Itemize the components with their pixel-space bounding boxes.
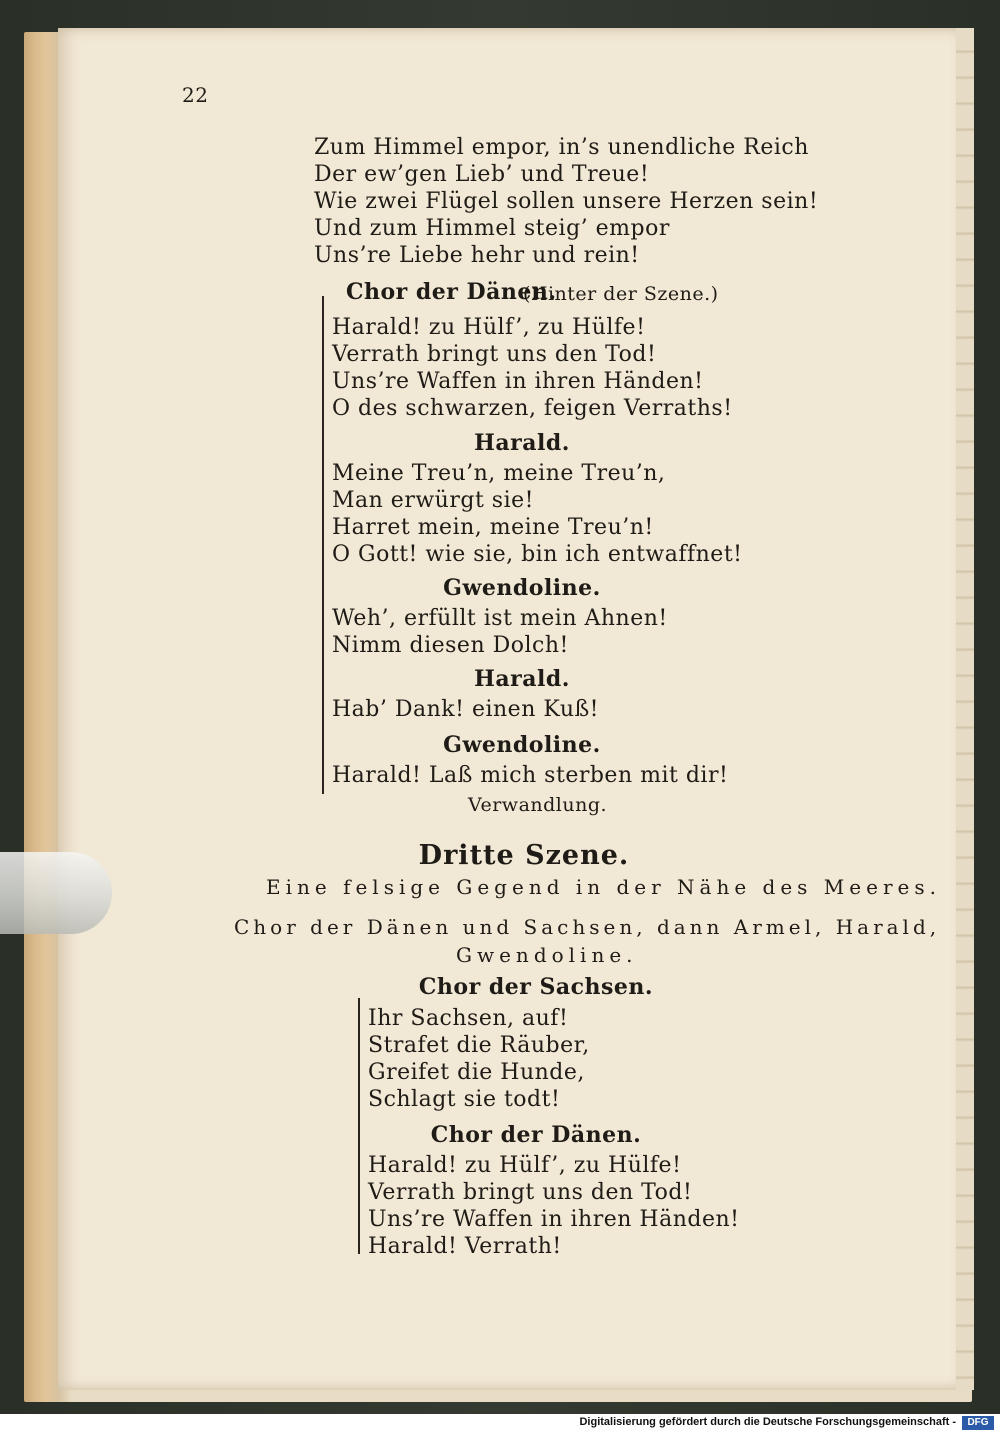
transition-direction: Verwandlung. <box>468 794 608 816</box>
verse-line: Harald! zu Hülf’, zu Hülfe! <box>368 1153 682 1178</box>
dfg-logo: DFG <box>962 1416 994 1430</box>
verse-line: O Gott! wie sie, bin ich entwaffnet! <box>332 542 743 567</box>
verse-line: Und zum Himmel steig’ empor <box>314 216 670 241</box>
speaker-label: Chor der Sachsen. <box>418 974 654 1000</box>
footer-credit: Digitalisierung gefördert durch die Deutsche Forschungsgemeinschaft - <box>579 1416 956 1428</box>
page-stack-edge <box>956 28 974 1390</box>
verse-line: Harald! zu Hülf’, zu Hülfe! <box>332 315 646 340</box>
verse-line: Weh’, erfüllt ist mein Ahnen! <box>332 606 668 631</box>
page-number: 22 <box>182 83 209 107</box>
ensemble-brace <box>322 296 324 794</box>
verse-line: Wie zwei Flügel sollen unsere Herzen sein! <box>314 189 819 214</box>
scene-cast: Chor der Dänen und Sachsen, dann Armel, Harald, <box>234 915 941 939</box>
speaker-label: Harald. <box>474 430 570 456</box>
speaker-label: Harald. <box>474 666 570 692</box>
verse-line: Zum Himmel empor, in’s unendliche Reich <box>314 135 809 160</box>
verse-line: Verrath bringt uns den Tod! <box>332 342 657 367</box>
speaker-label: Chor der Dänen. <box>430 1122 642 1148</box>
verse-line: Der ew’gen Lieb’ und Treue! <box>314 162 650 187</box>
verse-line: Harald! Verrath! <box>368 1234 562 1259</box>
stage-direction: (Hinter der Szene.) <box>523 283 719 305</box>
verse-line: Meine Treu’n, meine Treu’n, <box>332 461 666 486</box>
speaker-label: Chor der Dänen. <box>346 279 557 305</box>
verse-line: Verrath bringt uns den Tod! <box>368 1180 693 1205</box>
scene-cast: Gwendoline. <box>456 943 638 967</box>
verse-line: O des schwarzen, feigen Verraths! <box>332 396 733 421</box>
verse-line: Strafet die Räuber, <box>368 1033 590 1058</box>
verse-line: Hab’ Dank! einen Kuß! <box>332 697 600 722</box>
verse-line: Uns’re Waffen in ihren Händen! <box>368 1207 740 1232</box>
speaker-label: Gwendoline. <box>443 732 601 758</box>
verse-line: Uns’re Liebe hehr und rein! <box>314 243 640 268</box>
verse-line: Greifet die Hunde, <box>368 1060 585 1085</box>
verse-line: Harret mein, meine Treu’n! <box>332 515 654 540</box>
scene-title: Dritte Szene. <box>418 840 630 871</box>
verse-line: Uns’re Waffen in ihren Händen! <box>332 369 704 394</box>
page-clip <box>0 852 112 934</box>
verse-line: Harald! Laß mich sterben mit dir! <box>332 763 729 788</box>
verse-line: Nimm diesen Dolch! <box>332 633 569 658</box>
verse-line: Schlagt sie todt! <box>368 1087 561 1112</box>
speaker-label: Gwendoline. <box>443 575 601 601</box>
verse-line: Man erwürgt sie! <box>332 488 534 513</box>
verse-line: Ihr Sachsen, auf! <box>368 1006 569 1031</box>
scene-setting: Eine felsige Gegend in der Nähe des Meeres. <box>266 875 941 899</box>
